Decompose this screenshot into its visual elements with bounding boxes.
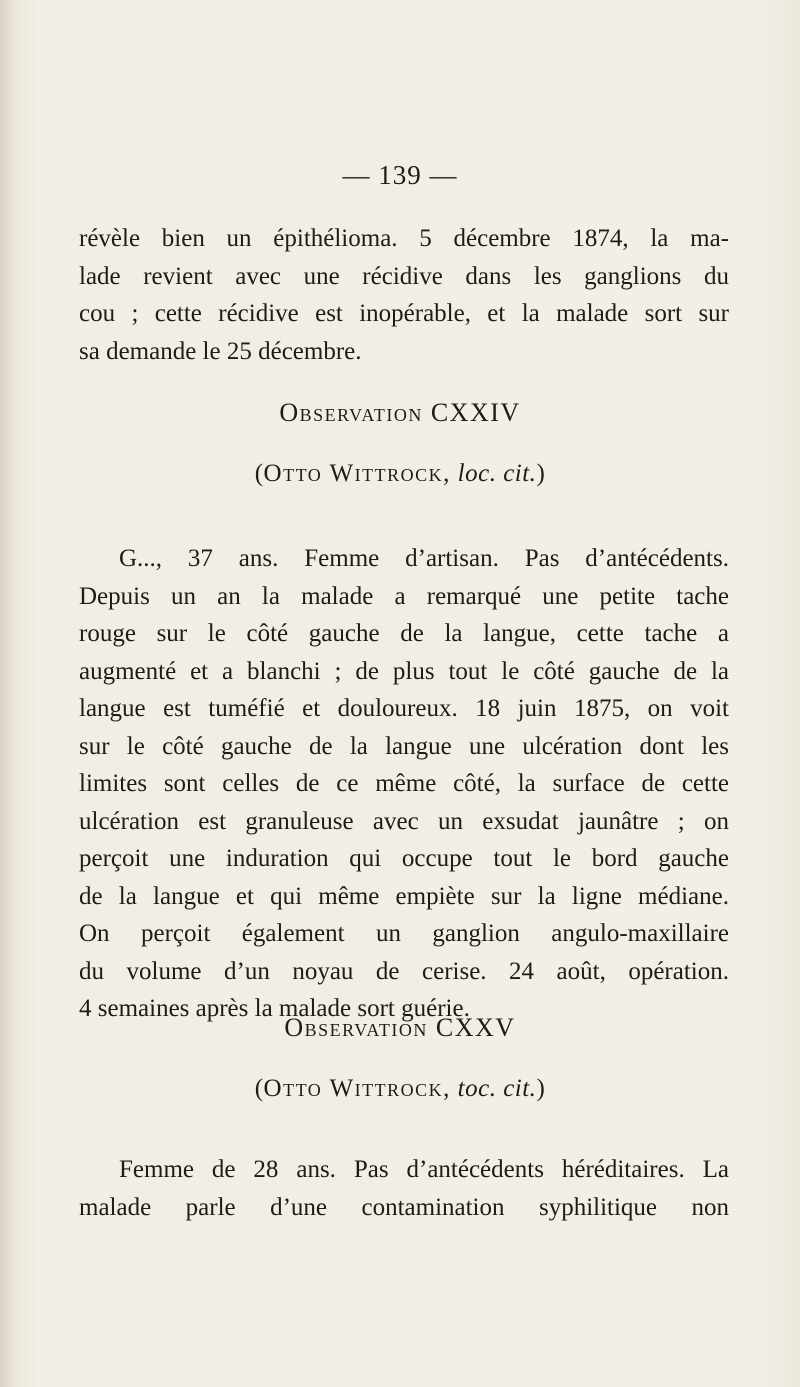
text-line: On perçoit également un ganglion angulo-maxillaire xyxy=(79,920,729,947)
text-line: G..., 37 ans. Femme d’artisan. Pas d’antécédents. xyxy=(119,545,729,572)
text-line: perçoit une induration qui occupe tout le bord gauche xyxy=(79,845,729,872)
text-line: du volume d’un noyau de cerise. 24 août, opération. xyxy=(79,957,729,985)
text-line: cou ; cette récidive est inopérable, et la malade sort sur xyxy=(79,300,729,327)
citation-paren-open: ( xyxy=(254,460,264,487)
text-line: limites sont celles de ce même côté, la surface de cette xyxy=(79,770,729,797)
text-line: Femme de 28 ans. Pas d’antécédents héréditaires. La xyxy=(119,1156,729,1183)
text-line: 4 semaines après la malade sort guérie. xyxy=(79,995,470,1022)
citation-paren-close: ) xyxy=(536,1075,546,1102)
observation-heading: Observation CXXV xyxy=(284,1013,516,1042)
text-line: malade parle d’une contamination syphilitique non xyxy=(79,1193,729,1221)
text-line: augmenté et a blanchi ; de plus tout le côté gauche de la xyxy=(79,657,729,685)
page-number: — 139 — xyxy=(342,160,458,190)
text-line: ulcération est granuleuse avec un exsudat jaunâtre ; on xyxy=(79,807,729,835)
observation-citation xyxy=(0,1075,800,1103)
citation-paren-open: ( xyxy=(254,1075,264,1102)
text-line: rouge sur le côté gauche de la langue, cette tache a xyxy=(79,620,729,647)
text-line: lade revient avec une récidive dans les ganglions du xyxy=(79,262,729,290)
citation-author: Otto Wittrock, xyxy=(263,1075,451,1102)
text-line: Depuis un an la malade a remarqué une petite tache xyxy=(79,582,729,610)
text-line: révèle bien un épithélioma. 5 décembre 1874, la ma- xyxy=(79,225,729,252)
paragraph-continuation xyxy=(79,220,729,370)
text-line: de la langue et qui même empiète sur la ligne médiane. xyxy=(79,882,729,910)
observation-heading: Observation CXXIV xyxy=(279,398,521,427)
observation-body xyxy=(79,1151,729,1226)
text-line: sa demande le 25 décembre. xyxy=(79,337,362,365)
text-line: sur le côté gauche de la langue une ulcération dont les xyxy=(79,732,729,760)
citation-author: Otto Wittrock, xyxy=(263,460,451,487)
citation-reference: loc. cit. xyxy=(457,460,537,487)
text-line: langue est tuméfié et douloureux. 18 juin 1875, on voit xyxy=(79,695,729,722)
citation-paren-close: ) xyxy=(536,460,546,487)
observation-citation xyxy=(0,460,800,488)
citation-reference: toc. cit. xyxy=(457,1075,537,1102)
page-gutter-shadow xyxy=(0,0,14,1387)
observation-body xyxy=(79,540,729,1028)
